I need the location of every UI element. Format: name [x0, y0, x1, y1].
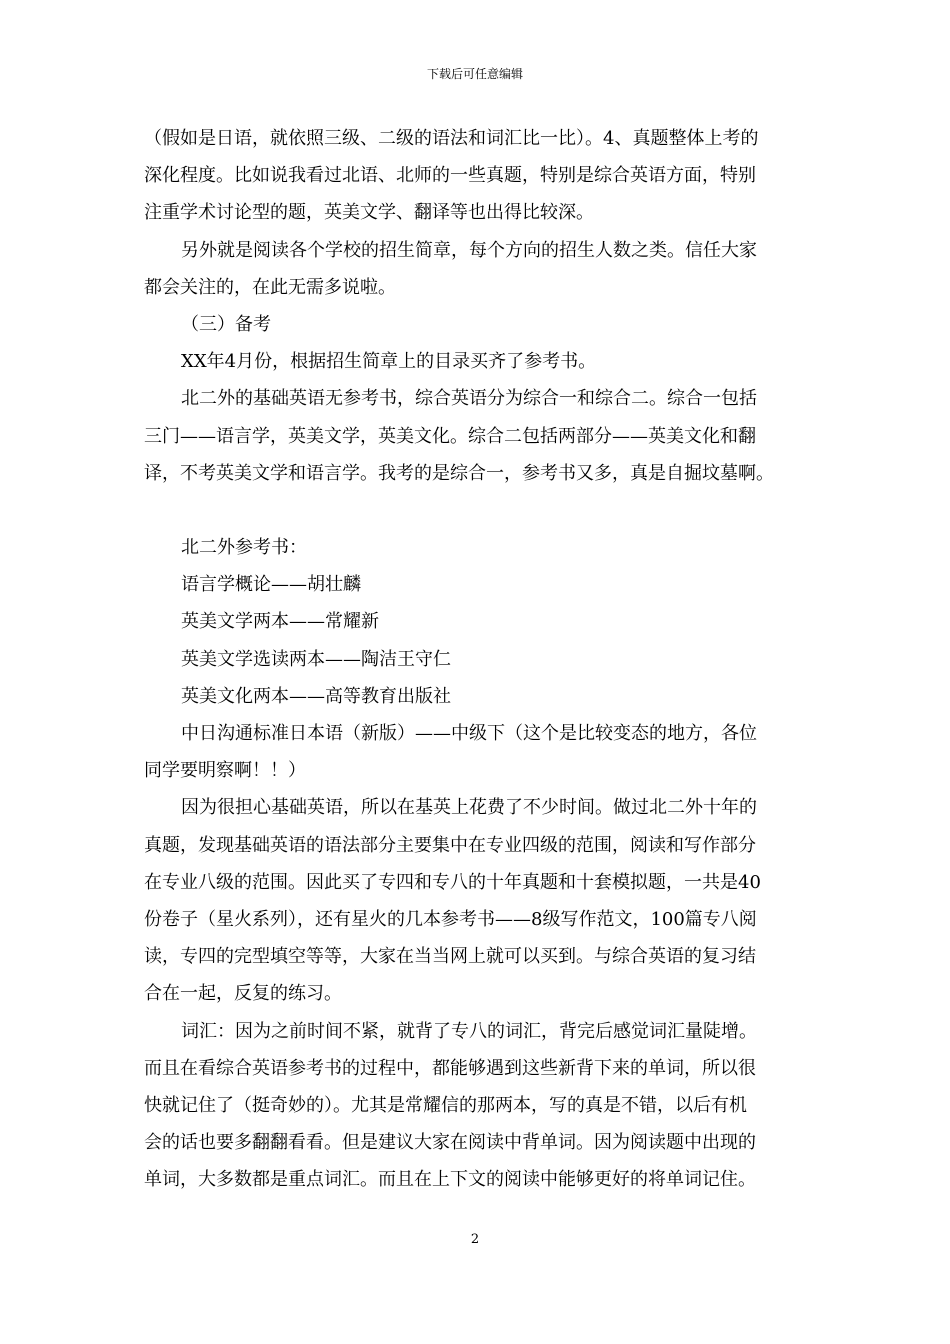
text-line: 快就记住了（挺奇妙的）。尤其是常耀信的那两本，写的真是不错，以后有机	[144, 1094, 747, 1116]
text-line: 三门——语言学，英美文学，英美文化。综合二包括两部分——英美文化和翻	[144, 425, 756, 447]
paragraph	[144, 380, 824, 492]
text-line: （假如是日语，就依照三级、二级的语法和词汇比一比）。4、真题整体上考的	[144, 128, 759, 149]
text-line: 都会关注的，在此无需多说啦。	[144, 276, 396, 298]
text-line: 北二外的基础英语无参考书，综合英语分为综合一和综合二。综合一包括	[181, 388, 757, 410]
paragraph	[144, 1013, 824, 1199]
page-number: 2	[470, 1232, 480, 1247]
book-item: 英美文化两本——高等教育出版社	[181, 685, 451, 707]
text-line: 份卷子（星火系列），还有星火的几本参考书——8级写作范文，100篇专八阅	[144, 908, 757, 930]
paragraph	[144, 232, 824, 306]
text-line: 而且在看综合英语参考书的过程中，都能够遇到这些新背下来的单词，所以很	[144, 1057, 756, 1079]
text-line: 会的话也要多翻翻看看。但是建议大家在阅读中背单词。因为阅读题中出现的	[144, 1132, 756, 1154]
document-body	[144, 120, 824, 1198]
paragraph	[144, 715, 824, 789]
text-line: 在专业八级的范围。因此买了专四和专八的十年真题和十套模拟题，一共是40	[144, 871, 761, 893]
book-list	[144, 566, 824, 715]
text-line: 中日沟通标准日本语（新版）——中级下（这个是比较变态的地方，各位	[181, 723, 757, 744]
paragraph	[144, 120, 824, 232]
book-item: 语言学概论——胡壮麟	[181, 574, 361, 596]
text-line: 词汇：因为之前时间不紧，就背了专八的词汇，背完后感觉词汇量陡增。	[181, 1020, 757, 1042]
text-line: 另外就是阅读各个学校的招生简章，每个方向的招生人数之类。信任大家	[181, 239, 757, 261]
book-item: 英美文学两本——常耀新	[181, 611, 379, 633]
text-line: 同学要明察啊！！）	[144, 760, 306, 782]
text-line: 合在一起，反复的练习。	[144, 983, 342, 1005]
paragraph: XX年4月份，根据招生简章上的目录买齐了参考书。	[181, 351, 597, 373]
text-line: 单词，大多数都是重点词汇。而且在上下文的阅读中能够更好的将单词记住。	[144, 1169, 756, 1191]
text-line: 注重学术讨论型的题，英美文学、翻译等也出得比较深。	[144, 202, 594, 224]
text-line: 读，专四的完型填空等等，大家在当当网上就可以买到。与综合英语的复习结	[144, 946, 756, 968]
book-item: 英美文学选读两本——陶洁王守仁	[181, 648, 451, 670]
text-line: 译，不考英美文学和语言学。我考的是综合一，参考书又多，真是自掘坟墓啊。	[144, 462, 774, 484]
text-line: 真题，发现基础英语的语法部分主要集中在专业四级的范围，阅读和写作部分	[144, 834, 756, 856]
text-line: 深化程度。比如说我看过北语、北师的一些真题，特别是综合英语方面，特别	[144, 165, 756, 187]
page-header: 下载后可任意编辑	[426, 67, 523, 81]
blank-line	[144, 492, 824, 529]
section-heading: （三）备考	[181, 313, 271, 335]
paragraph	[144, 789, 824, 1012]
booklist-title: 北二外参考书：	[181, 537, 307, 559]
text-line: 因为很担心基础英语，所以在基英上花费了不少时间。做过北二外十年的	[181, 797, 757, 819]
